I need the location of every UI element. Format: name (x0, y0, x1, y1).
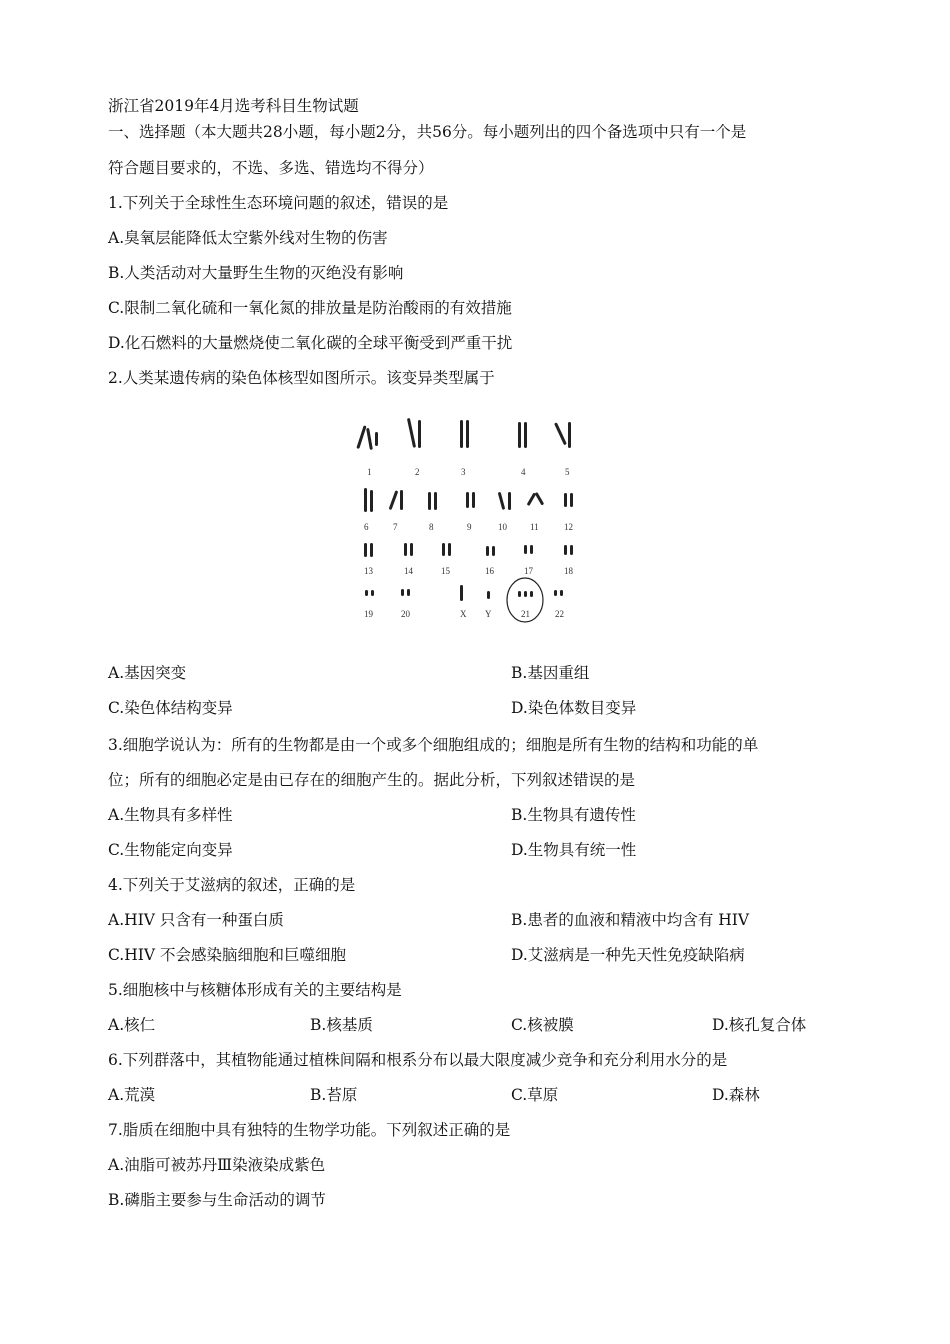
q6-option-d: D.森林 (712, 1086, 760, 1104)
q7-stem: 7.脂质在细胞中具有独特的生物学功能。下列叙述正确的是 (108, 1121, 511, 1139)
q4-stem: 4.下列关于艾滋病的叙述，正确的是 (108, 876, 356, 894)
q3-option-d: D.生物具有统一性 (511, 841, 637, 859)
q2-option-c: C.染色体结构变异 (108, 699, 233, 717)
label-chr-16: 16 (485, 566, 494, 576)
q3-stem-line2: 位；所有的细胞必定是由已存在的细胞产生的。据此分析，下列叙述错误的是 (108, 771, 636, 789)
chromosome-pair-3 (460, 420, 469, 448)
label-chr-5: 5 (565, 467, 570, 477)
q6-option-b: B.苔原 (310, 1086, 358, 1104)
label-chr-18: 18 (564, 566, 573, 576)
chromosome-pairs-13-18 (364, 543, 573, 557)
q4-option-b: B.患者的血液和精液中均含有 HIV (511, 911, 750, 929)
label-chr-12: 12 (564, 522, 573, 532)
q1-option-a: A.臭氧层能降低太空紫外线对生物的伤害 (108, 229, 388, 247)
q4-option-c: C.HIV 不会感染脑细胞和巨噬细胞 (108, 946, 346, 964)
label-chr-15: 15 (441, 566, 450, 576)
label-chr-10: 10 (498, 522, 507, 532)
q7-option-b: B.磷脂主要参与生命活动的调节 (108, 1191, 326, 1209)
q5-option-b: B.核基质 (310, 1016, 373, 1034)
exam-title: 浙江省2019年4月选考科目生物试题 (108, 97, 359, 115)
karyotype-figure (340, 410, 600, 630)
q7-option-a: A.油脂可被苏丹Ⅲ染液染成紫色 (108, 1156, 326, 1174)
label-chr-9: 9 (467, 522, 472, 532)
q3-option-a: A.生物具有多样性 (108, 806, 233, 824)
label-chr-y: Y (485, 609, 492, 619)
chromosome-pairs-19-22-xy (365, 585, 563, 601)
label-chr-14: 14 (404, 566, 413, 576)
q6-option-c: C.草原 (511, 1086, 559, 1104)
label-chr-x: X (460, 609, 467, 619)
q5-option-c: C.核被膜 (511, 1016, 574, 1034)
q2-option-b: B.基因重组 (511, 664, 590, 682)
label-chr-3: 3 (461, 467, 466, 477)
q1-option-c: C.限制二氧化硫和一氧化氮的排放量是防治酸雨的有效措施 (108, 299, 512, 317)
q4-option-a: A.HIV 只含有一种蛋白质 (108, 911, 284, 929)
chromosome-pair-1 (356, 425, 378, 450)
label-chr-1: 1 (367, 467, 372, 477)
chromosome-pair-2 (407, 418, 421, 448)
chromosome-pair-5 (554, 422, 571, 448)
q5-option-d: D.核孔复合体 (712, 1016, 807, 1034)
q6-stem: 6.下列群落中，其植物能通过植株间隔和根系分布以最大限度减少竞争和充分利用水分的是 (108, 1051, 728, 1069)
label-chr-19: 19 (364, 609, 373, 619)
q2-option-a: A.基因突变 (108, 664, 187, 682)
q4-option-d: D.艾滋病是一种先天性免疫缺陷病 (511, 946, 745, 964)
q5-option-a: A.核仁 (108, 1016, 156, 1034)
q3-option-b: B.生物具有遗传性 (511, 806, 636, 824)
q1-option-d: D.化石燃料的大量燃烧使二氧化碳的全球平衡受到严重干扰 (108, 334, 513, 352)
q2-stem: 2.人类某遗传病的染色体核型如图所示。该变异类型属于 (108, 369, 495, 387)
label-chr-2: 2 (415, 467, 420, 477)
chromosome-pairs-6-12 (364, 488, 573, 512)
q5-stem: 5.细胞核中与核糖体形成有关的主要结构是 (108, 981, 402, 999)
chromosome-pair-4 (518, 422, 527, 448)
label-chr-13: 13 (364, 566, 373, 576)
label-chr-21: 21 (521, 609, 530, 619)
q1-stem: 1.下列关于全球性生态环境问题的叙述，错误的是 (108, 194, 449, 212)
q2-option-d: D.染色体数目变异 (511, 699, 637, 717)
label-chr-17: 17 (524, 566, 533, 576)
label-chr-8: 8 (429, 522, 434, 532)
label-chr-7: 7 (393, 522, 398, 532)
label-chr-4: 4 (521, 467, 526, 477)
q6-option-a: A.荒漠 (108, 1086, 156, 1104)
section-instructions-line2: 符合题目要求的，不选、多选、错选均不得分） (108, 159, 434, 177)
label-chr-11: 11 (530, 522, 539, 532)
label-chr-6: 6 (364, 522, 369, 532)
label-chr-20: 20 (401, 609, 410, 619)
section-instructions-line1: 一、选择题（本大题共28小题，每小题2分，共56分。每小题列出的四个备选项中只有一个是 (108, 123, 747, 141)
q3-option-c: C.生物能定向变异 (108, 841, 233, 859)
q3-stem-line1: 3.细胞学说认为：所有的生物都是由一个或多个细胞组成的；细胞是所有生物的结构和功能的单 (108, 736, 759, 754)
label-chr-22: 22 (555, 609, 564, 619)
q1-option-b: B.人类活动对大量野生生物的灭绝没有影响 (108, 264, 404, 282)
